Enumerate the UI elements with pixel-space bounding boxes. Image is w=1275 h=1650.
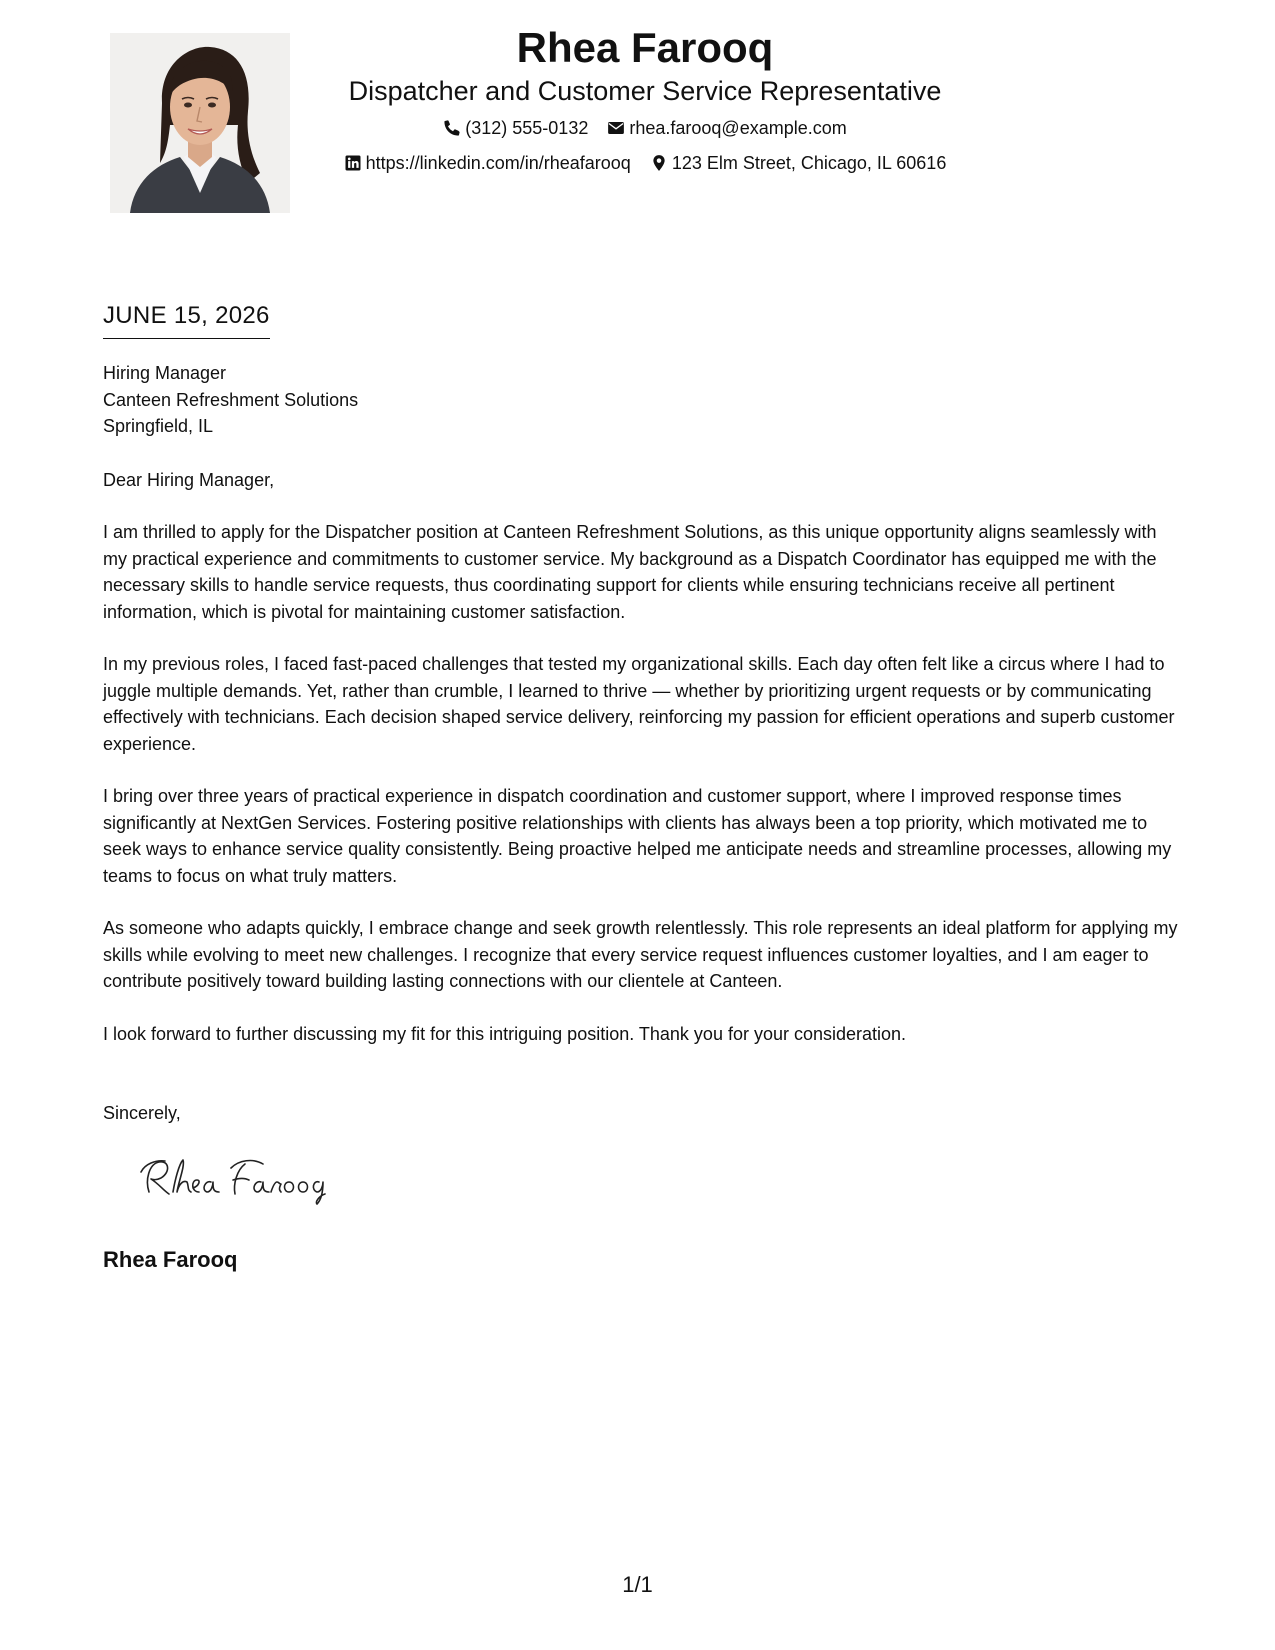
linkedin-url: https://linkedin.com/in/rheafarooq — [365, 153, 631, 173]
contact-line-1 — [300, 116, 990, 143]
contact-line-2 — [300, 151, 990, 178]
handwritten-signature — [135, 1150, 335, 1210]
linkedin-icon — [344, 154, 362, 172]
letter-paragraph: As someone who adapts quickly, I embrace change and seek growth relentlessly. This role represents an ideal platform for applying my skills while evolving to meet new challenges. I recognize that every service request influences customer loyalties, and I am eager to contribute positively toward building lasting connections with our clientele at Canteen. — [103, 918, 1178, 991]
candidate-name: Rhea Farooq — [516, 24, 774, 71]
email-contact[interactable] — [607, 116, 846, 140]
page-number: 1/1 — [622, 1572, 653, 1597]
closing: Sincerely, — [103, 1103, 181, 1123]
recipient-line: Canteen Refreshment Solutions — [103, 389, 359, 410]
recipient-block — [103, 360, 1178, 440]
letter-paragraph: I am thrilled to apply for the Dispatcher position at Canteen Refreshment Solutions, as this unique opportunity aligns seamlessly with my practical experience and commitments to customer service. My background as a Dispatch Coordinator has equipped me with the necessary skills to handle service requests, thus coordinating support for clients while ensuring technicians receive all pertinent information, which is pivotal for maintaining customer satisfaction. — [103, 522, 1157, 622]
phone-contact[interactable] — [443, 116, 588, 140]
street-address: 123 Elm Street, Chicago, IL 60616 — [671, 153, 947, 173]
email-address: rhea.farooq@example.com — [629, 118, 847, 138]
letter-paragraph: I bring over three years of practical experience in dispatch coordination and customer support, where I improved response times significantly at NextGen Services. Fostering positive relationships with clients has always been a top priority, which motivated me to seek ways to enhance service quality consistently. Being proactive helped me anticipate needs and streamline processes, allowing my teams to focus on what truly matters. — [103, 786, 1172, 886]
letter-date: JUNE 15, 2026 — [103, 300, 270, 339]
greeting: Dear Hiring Manager, — [103, 469, 275, 490]
phone-icon — [443, 119, 461, 137]
job-title: Dispatcher and Customer Service Representative — [348, 76, 942, 106]
recipient-line: Springfield, IL — [103, 416, 214, 436]
signer-name: Rhea Farooq — [103, 1247, 238, 1272]
letter-paragraph: In my previous roles, I faced fast-paced challenges that tested my organizational skills. Each day often felt like a circus where I had to juggle multiple demands. Yet, rather than crumble, I learned to thrive — whether by prioritizing urgent requests or by communicating effectively with technicians. Each decision shaped service delivery, reinforcing my passion for efficient operations and superb customer experience. — [103, 654, 1175, 754]
address-contact — [650, 151, 947, 175]
letter-body — [103, 360, 1178, 1047]
linkedin-contact[interactable] — [344, 151, 631, 175]
header — [300, 22, 990, 178]
envelope-icon — [607, 119, 625, 137]
letter-paragraph: I look forward to further discussing my fit for this intriguing position. Thank you for your consideration. — [103, 1023, 907, 1044]
phone-number: (312) 555-0132 — [465, 118, 589, 138]
profile-photo — [110, 33, 290, 213]
map-pin-icon — [650, 154, 668, 172]
recipient-line: Hiring Manager — [103, 363, 227, 383]
